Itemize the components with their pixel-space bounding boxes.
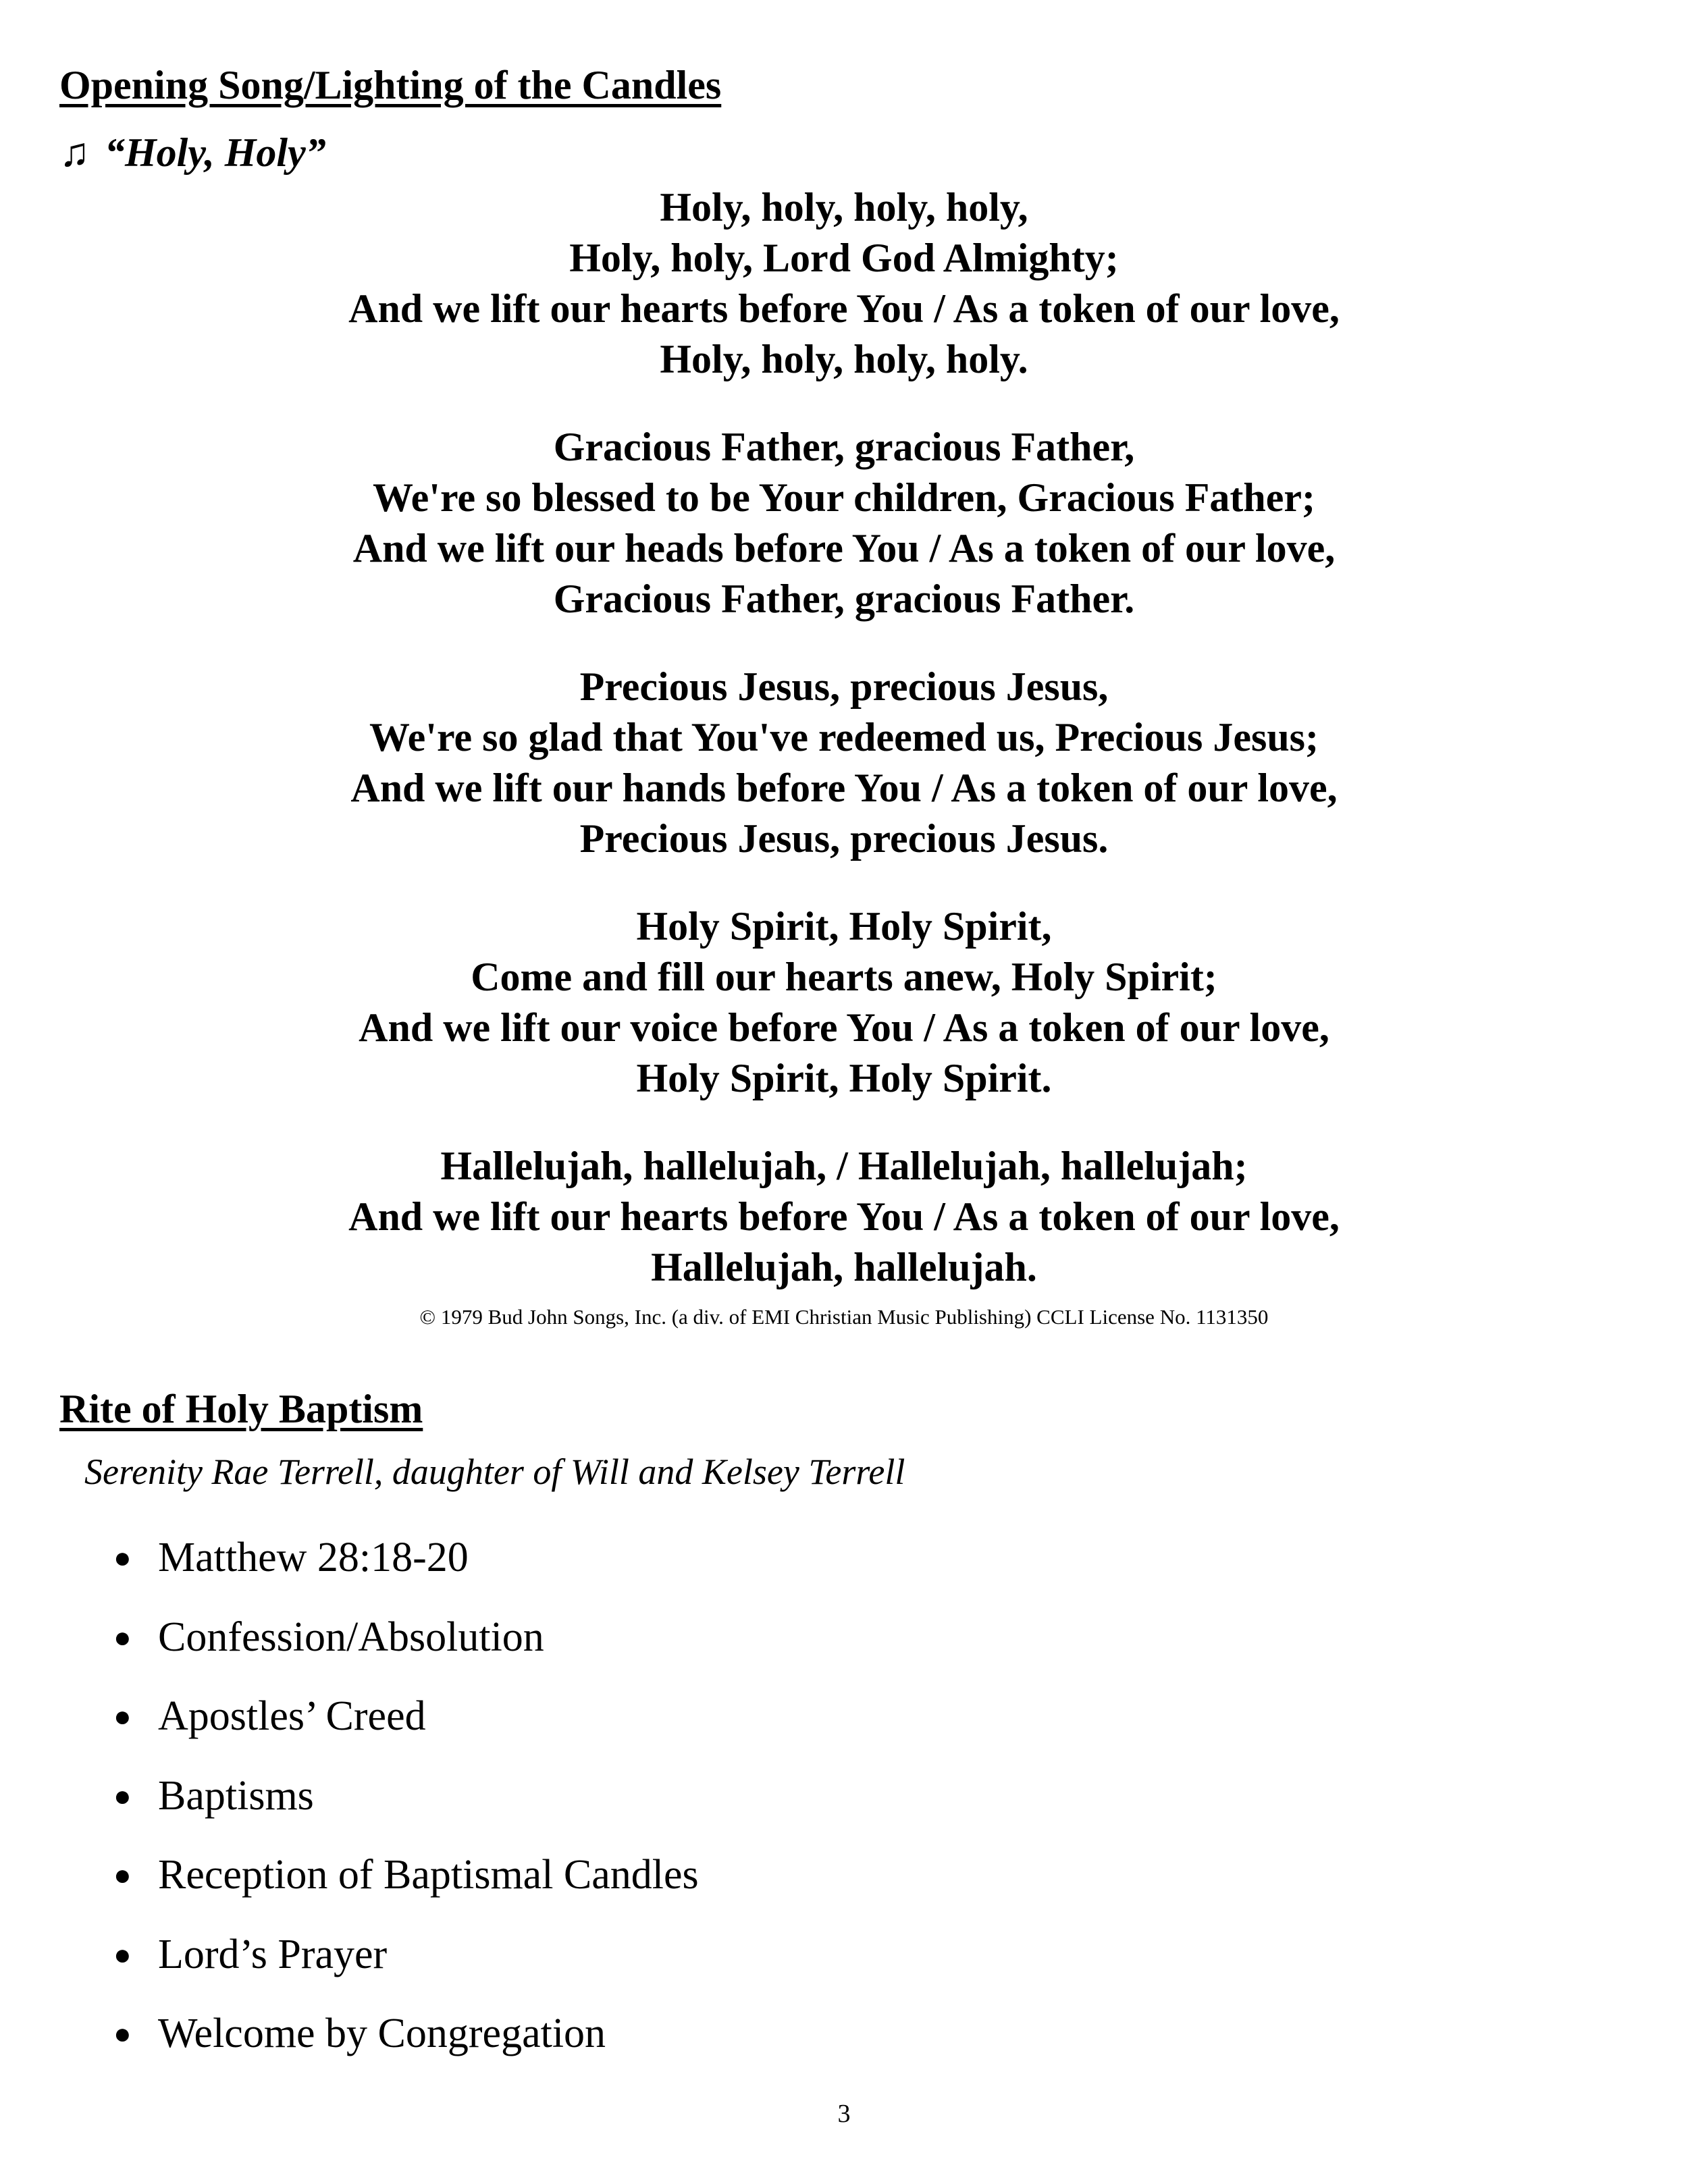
bullet-icon: ● — [113, 1779, 132, 1813]
list-item — [113, 1929, 699, 2009]
list-item-label: Lord’s Prayer — [158, 1931, 388, 1977]
copyright-notice: © 1979 Bud John Songs, Inc. (a div. of EMI Christian Music Publishing) CCLI License No. 1131350 — [419, 1305, 1269, 1329]
lyrics-verse — [169, 422, 1519, 624]
list-item-label: Confession/Absolution — [158, 1614, 544, 1660]
list-item-label: Welcome by Congregation — [158, 2010, 606, 2056]
list-item-label: Baptisms — [158, 1772, 314, 1819]
lyric-line: Hallelujah, hallelujah, / Hallelujah, hallelujah; — [440, 1144, 1248, 1188]
lyric-line: Come and fill our hearts anew, Holy Spirit; — [471, 955, 1217, 999]
lyric-line: We're so blessed to be Your children, Gracious Father; — [372, 475, 1316, 520]
lyric-line: And we lift our hearts before You / As a token of our love, — [348, 286, 1340, 331]
list-item-label: Apostles’ Creed — [158, 1693, 426, 1739]
bullet-icon: ● — [113, 1541, 132, 1574]
lyric-line: Holy, holy, Lord God Almighty; — [569, 236, 1119, 280]
lyric-line: And we lift our hands before You / As a token of our love, — [350, 766, 1338, 810]
lyric-line: Holy, holy, holy, holy, — [660, 185, 1028, 230]
song-title-text: “Holy, Holy” — [105, 130, 326, 175]
lyrics-verse — [169, 662, 1519, 864]
list-item — [113, 1771, 699, 1850]
lyric-line: Holy Spirit, Holy Spirit. — [636, 1056, 1052, 1100]
music-note-icon: ♫ — [59, 130, 90, 175]
bullet-icon: ● — [113, 1859, 132, 1892]
lyric-line: And we lift our hearts before You / As a token of our love, — [348, 1194, 1340, 1239]
list-item — [113, 2008, 699, 2088]
lyrics-verse — [169, 1141, 1519, 1293]
opening-song-heading: Opening Song/Lighting of the Candles — [59, 63, 722, 107]
baptism-order-list — [113, 1533, 699, 2088]
lyric-line: Holy, holy, holy, holy. — [660, 337, 1028, 381]
lyric-line: And we lift our voice before You / As a token of our love, — [359, 1005, 1329, 1050]
list-item — [113, 1691, 699, 1771]
baptism-heading: Rite of Holy Baptism — [59, 1387, 423, 1431]
bullet-icon: ● — [113, 2017, 132, 2050]
bullet-icon: ● — [113, 1938, 132, 1971]
lyric-line: Precious Jesus, precious Jesus, — [579, 664, 1109, 709]
lyrics-verse — [169, 901, 1519, 1104]
lyric-line: We're so glad that You've redeemed us, Precious Jesus; — [369, 715, 1319, 760]
lyric-line: Holy Spirit, Holy Spirit, — [636, 904, 1052, 949]
lyric-line: Gracious Father, gracious Father, — [553, 425, 1135, 469]
list-item-label: Reception of Baptismal Candles — [158, 1852, 699, 1898]
lyric-line: Hallelujah, hallelujah. — [651, 1245, 1037, 1289]
bullet-icon: ● — [113, 1700, 132, 1733]
song-lyrics — [169, 182, 1519, 1293]
song-title — [59, 132, 326, 173]
list-item — [113, 1612, 699, 1692]
list-item — [113, 1533, 699, 1612]
lyric-line: And we lift our heads before You / As a token of our love, — [352, 526, 1336, 570]
lyrics-verse — [169, 182, 1519, 385]
page-number: 3 — [837, 2100, 851, 2128]
list-item — [113, 1850, 699, 1929]
baptism-subtitle: Serenity Rae Terrell, daughter of Will and Kelsey Terrell — [84, 1451, 905, 1492]
list-item-label: Matthew 28:18-20 — [158, 1535, 469, 1580]
bullet-icon: ● — [113, 1620, 132, 1654]
lyric-line: Precious Jesus, precious Jesus. — [579, 816, 1109, 861]
lyric-line: Gracious Father, gracious Father. — [553, 577, 1135, 621]
